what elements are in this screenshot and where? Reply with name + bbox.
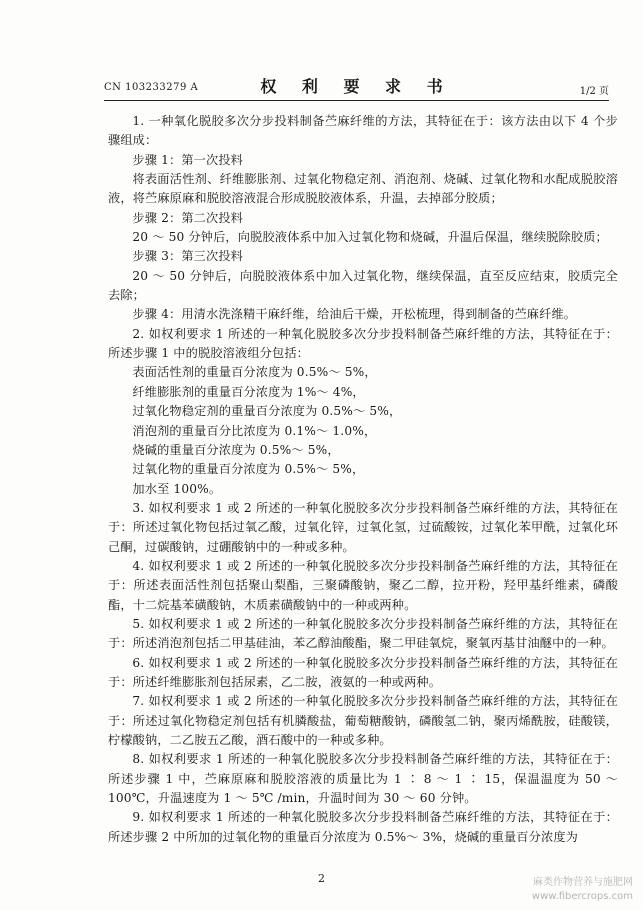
page-number: 2 <box>318 872 325 885</box>
claim-paragraph: 纤维膨胀剂的重量百分浓度为 1%～ 4%， <box>132 384 365 399</box>
claim-paragraph: 3. 如权利要求 1 或 2 所述的一种氧化脱胶多次分步投料制备苎麻纤维的方法，其特征在于：所述过氧化物包括过氧乙酸，过氧化锌，过氧化氢，过硫酸铵，过氧化苯甲酰，过氧化环己酮，过碳酸钠，过硼酸钠中的一种或多种。 <box>108 500 618 554</box>
claim-paragraph: 步骤 3：第三次投料 <box>132 249 244 264</box>
claim-paragraph: 4. 如权利要求 1 或 2 所述的一种氧化脱胶多次分步投料制备苎麻纤维的方法，其特征在于：所述表面活性剂包括聚山梨酯，三聚磷酸钠，聚乙二醇，拉开粉，羟甲基纤维素，磷酸酯，十二烷基苯磺酸钠，木质素磺酸钠中的一种或两种。 <box>108 558 618 612</box>
site-watermark <box>532 876 633 904</box>
claim-paragraph: 表面活性剂的重量百分浓度为 0.5%～ 5%， <box>132 365 377 380</box>
claim-paragraph: 5. 如权利要求 1 或 2 所述的一种氧化脱胶多次分步投料制备苎麻纤维的方法，其特征在于：所述消泡剂包括二甲基硅油，苯乙醇油酸酯，聚二甲硅氧烷，聚氧丙基甘油醚中的一种。 <box>108 616 618 651</box>
claim-paragraph: 过氧化物稳定剂的重量百分浓度为 0.5%～ 5%， <box>132 404 402 419</box>
watermark-site-name: 麻类作物营养与施肥网 <box>533 877 633 888</box>
claim-paragraph: 1. 一种氧化脱胶多次分步投料制备苎麻纤维的方法，其特征在于：该方法由以下 4 个步骤组成： <box>108 114 618 148</box>
header-rule <box>104 100 609 101</box>
claims-body <box>108 112 618 847</box>
claim-paragraph: 20 ～ 50 分钟后，向脱胶液体系中加入过氧化物，继续保温，直至反应结束，胶质完全去除； <box>108 268 618 303</box>
page-header <box>104 74 609 100</box>
claim-paragraph: 8. 如权利要求 1 所述的一种氧化脱胶多次分步投料制备苎麻纤维的方法，其特征在于：所述步骤 1 中，苎麻原麻和脱胶溶液的质量比为 1 ∶ 8 ～ 1 ∶ 15，保温温度为 50 ～ 100℃，升温速度为 1 ～ 5℃ /min，升温时间为 30 ～ 60 分钟。 <box>108 752 618 806</box>
claim-paragraph: 7. 如权利要求 1 或 2 所述的一种氧化脱胶多次分步投料制备苎麻纤维的方法，其特征在于：所述过氧化物稳定剂包括有机膦酸盐，葡萄糖酸钠，磷酸氢二钠，聚丙烯酰胺，硅酸镁，柠檬酸钠，二乙胺五乙酸，酒石酸中的一种或多种。 <box>108 694 618 747</box>
document-title: 权 利 要 求 书 <box>260 77 453 96</box>
claim-paragraph: 步骤 2：第二次投料 <box>132 210 244 225</box>
claim-paragraph: 步骤 4：用清水洗涤精干麻纤维，给油后干燥，开松梳理，得到制备的苎麻纤维。 <box>132 307 577 322</box>
claim-paragraph: 过氧化物的重量百分浓度为 0.5%～ 5%， <box>132 462 365 477</box>
claim-paragraph: 加水至 100%。 <box>132 481 222 496</box>
claim-paragraph: 烧碱的重量百分浓度为 0.5%～ 5%， <box>132 442 340 457</box>
claim-paragraph: 20 ～ 50 分钟后，向脱胶液体系中加入过氧化物和烧碱，升温后保温，继续脱除胶质； <box>132 230 608 245</box>
watermark-url: www.fibercrops.com <box>531 891 633 902</box>
claim-paragraph: 消泡剂的重量百分比浓度为 0.1%～ 1.0%， <box>132 423 377 438</box>
claim-paragraph: 6. 如权利要求 1 或 2 所述的一种氧化脱胶多次分步投料制备苎麻纤维的方法，其特征在于：所述纤维膨胀剂包括尿素，乙二胺，液氨的一种或两种。 <box>108 655 618 689</box>
page-indicator: 1/2 页 <box>579 86 609 97</box>
claim-paragraph: 步骤 1：第一次投料 <box>132 152 244 167</box>
publication-number: CN 103233279 A <box>104 82 199 93</box>
claim-paragraph: 2. 如权利要求 1 所述的一种氧化脱胶多次分步投料制备苎麻纤维的方法，其特征在于：所述步骤 1 中的脱胶溶液组分包括： <box>108 326 618 361</box>
claim-paragraph: 9. 如权利要求 1 所述的一种氧化脱胶多次分步投料制备苎麻纤维的方法，其特征在于：所述步骤 2 中所加的过氧化物的重量百分浓度为 0.5%～ 3%，烧碱的重量百分浓度为 <box>108 810 618 844</box>
claim-paragraph: 将表面活性剂、纤维膨胀剂、过氧化物稳定剂、消泡剂、烧碱、过氧化物和水配成脱胶溶液，将苎麻原麻和脱胶溶液混合形成脱胶液体系，升温，去掉部分胶质； <box>108 172 618 206</box>
